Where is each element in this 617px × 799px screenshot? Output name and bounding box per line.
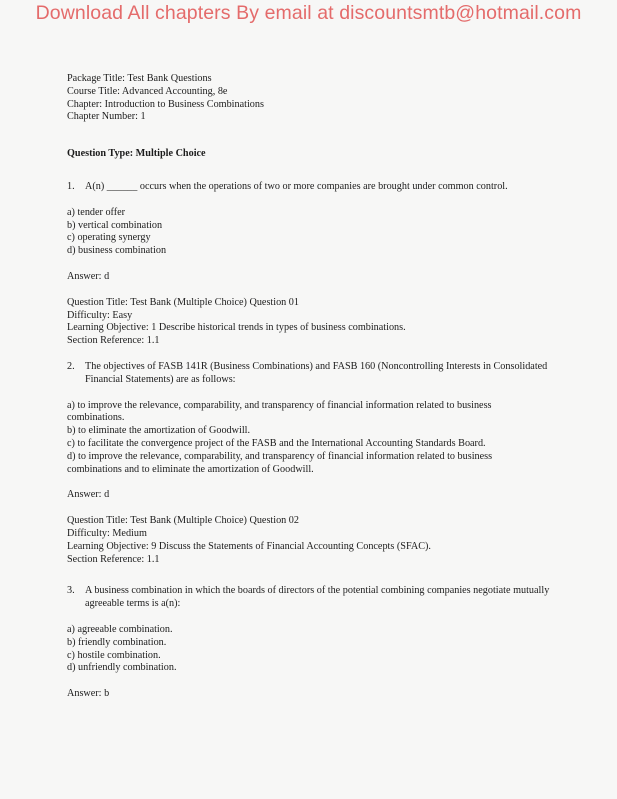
option-b: b) vertical combination (67, 219, 163, 231)
option-d: d) to improve the relevance, comparability, and transparency of financial information related to business combinations and to eliminate the amortization of Goodwill. (67, 450, 493, 475)
difficulty: Difficulty: Easy (67, 309, 133, 321)
option-b: b) friendly combination. (67, 636, 167, 648)
answer: Answer: d (67, 270, 110, 282)
option-a: a) tender offer (67, 206, 126, 218)
option-d: d) unfriendly combination. (67, 662, 177, 674)
package-title: Package Title: Test Bank Questions (67, 73, 212, 84)
chapter-number: Chapter Number: 1 (67, 111, 146, 123)
course-title: Course Title: Advanced Accounting, 8e (67, 85, 228, 97)
answer: Answer: b (67, 688, 110, 700)
answer: Answer: d (67, 489, 110, 501)
question-number: 2. (67, 360, 75, 372)
question-stem: A(n) ______ occurs when the operations of two or more companies are brought under common control. (85, 180, 508, 192)
option-c: c) operating synergy (67, 232, 151, 244)
question-1 (67, 181, 567, 194)
download-banner: Download All chapters By email at discountsmtb@hotmail.com (35, 2, 582, 24)
document-page (67, 73, 567, 701)
question-number: 1. (67, 180, 75, 192)
difficulty: Difficulty: Medium (67, 527, 147, 539)
option-b: b) to eliminate the amortization of Goodwill. (67, 425, 251, 437)
question-stem: A business combination in which the boards of directors of the potential combining companies negotiate mutually agreeable terms is a(n): (85, 585, 550, 610)
option-d: d) business combination (67, 245, 167, 257)
question-type-heading: Question Type: Multiple Choice (67, 148, 206, 160)
chapter-title: Chapter: Introduction to Business Combinations (67, 98, 264, 110)
question-3 (67, 585, 567, 611)
question-2 (67, 361, 567, 387)
option-a: a) to improve the relevance, comparability, and transparency of financial information related to business combinations. (67, 399, 492, 424)
section-reference: Section Reference: 1.1 (67, 335, 160, 347)
option-a: a) agreeable combination. (67, 623, 173, 635)
question-title: Question Title: Test Bank (Multiple Choice) Question 02 (67, 515, 299, 527)
section-reference: Section Reference: 1.1 (67, 553, 160, 565)
option-c: c) hostile combination. (67, 649, 161, 661)
question-title: Question Title: Test Bank (Multiple Choice) Question 01 (67, 296, 299, 308)
question-stem: The objectives of FASB 141R (Business Combinations) and FASB 160 (Noncontrolling Interests in Consolidated Financial Statements) are as follows: (85, 360, 548, 385)
learning-objective: Learning Objective: 1 Describe historical trends in types of business combinations. (67, 322, 406, 334)
question-number: 3. (67, 585, 75, 597)
option-c: c) to facilitate the convergence project of the FASB and the International Accounting Standards Board. (67, 437, 486, 449)
learning-objective: Learning Objective: 9 Discuss the Statements of Financial Accounting Concepts (SFAC). (67, 540, 431, 552)
